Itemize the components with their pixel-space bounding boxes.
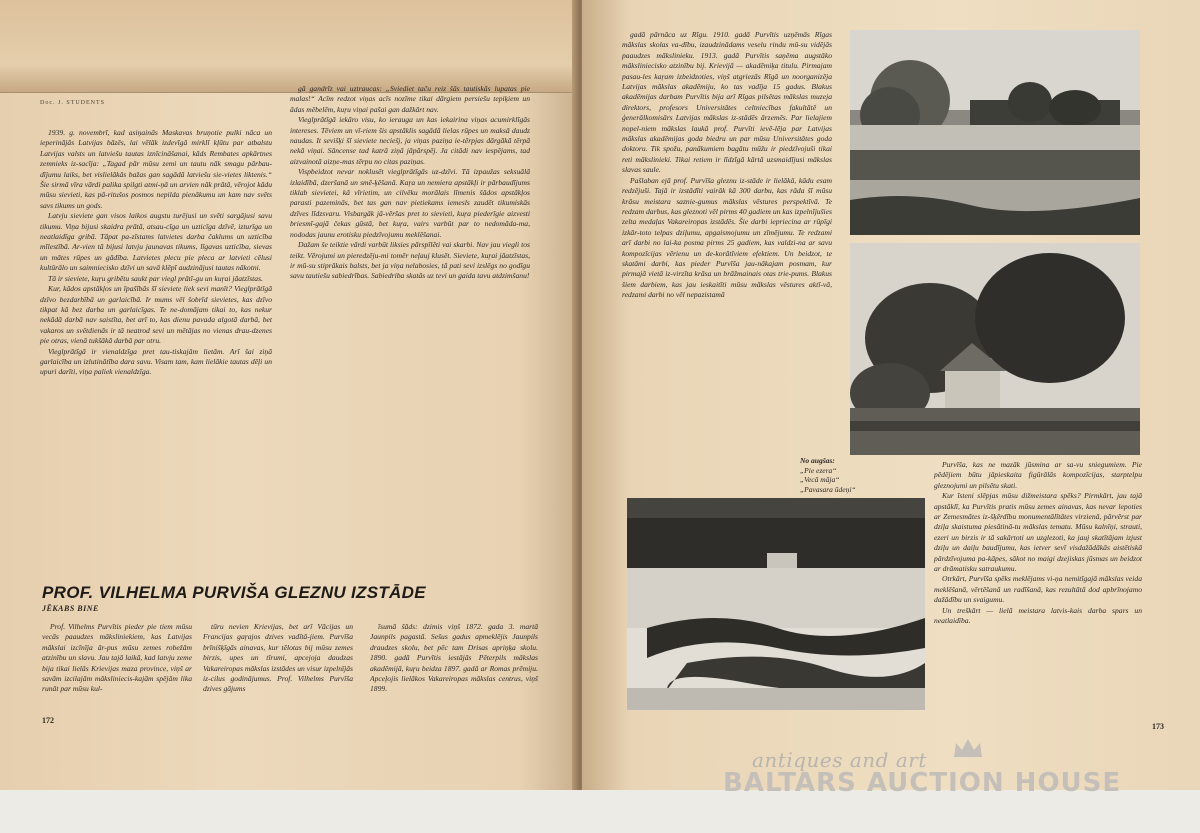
paragraph: gā gandrīz vai uztraucas: „Sviediet taču reiz šās tautiskās lupatas pie malas!“ Acīm redzot viņas acīs nozīme tikai dārgiem persiešu tepiķiem un ādas mēbelēm, kuŗu viņai pašai gan dažkārt nav. [290,84,530,114]
author-top: Doc. J. STUDENTS [40,100,105,106]
caption [800,456,890,494]
caption-item: „Pavasara ūdeņi“ [800,484,856,494]
article-right-column-2 [934,460,1142,710]
painting-veca-maja [850,243,1140,455]
crown-icon [952,737,984,759]
caption-item: „Pie ezera“ [800,465,837,475]
paragraph: Prof. Vilhelms Purvītis pieder pie tiem mūsu vecās paaudzes māksliniekiem, kas Latvijas mākslai izcīnīja ār-pus mūsu zemes robežām atzinību un slavu. Jau tajā laikā, kad latvju zeme bija tikai lielās Krievijas maza province, viņš ar savām izcilajām māksliniecis-kajām spējām lika runāt par mūsu kul- [42,622,192,694]
purvitis-column-2 [203,622,353,712]
caption-lead: No augšas: [800,456,835,465]
watermark-tagline: antiques and art [752,748,927,772]
purvitis-column-3 [370,622,538,712]
paragraph: Un treškārt — lielā meistara latvis-kais darba spars un neatlaidība. [934,605,1142,626]
paragraph: tūru nevien Krievijas, bet arī Vācijas un Francijas gaŗajos dzives vadītā-jiem. Purvīša brīnišķīgās ainavas, kur tēlotas bij mūsu zemes birzis, upes un tīrumi, apcejoja daudzas Vakareiropas mākslas izstādes un visur izpelnījās iz-cilus godinājumus. Prof. Vilhelms Purvīša dzives gājums [203,622,353,694]
right-page [582,0,1200,790]
painting-pavasara-udeni [627,498,925,710]
paragraph: gadā pārnāca uz Rīgu. 1910. gadā Purvītis uzņēmās Rīgas mākslas skolas va-dību, izaudzinādams veselu rindu mū-su vidējās paaudzes mākslinieku. 1913. gadā Purvītis saņēma augstāko mākslinieciskо atzinību bij. Krievijā — akadēmiķa titulu. Pirmajam pasau-les kaŗam izbeidzoties, viņš atgriezās Rīgā un noorganizēja Latvijas mākslas akadēmiju, ko tas vadīja 15 gadus. Blakus akadēmijas darbam Purvītis bija arī Rīgas pilsētas mākslas muzeja direktors, profesors Universitātes celtniecības fakultātē un ģenerālkomisārs Latvijas mākslas iz-stādēs ārzemēs. Par lielajiem nopel-niem mākslas laukā prof. Purvīti ievē-lēja par Latvijas mākslas akadēmijas goda biedru un par mūsu Universitātes goda doktoru. Tik spožu, panākumiem bagātu mūžu ir piedzīvojuši tikai reti mākslinieki. Tikai retiem ir līdzīgā kārtā uzsmaidījusi mākslas slavas saule. [622,30,832,175]
paragraph: Vispbeidzot nevar noklusēt vieglprātīgās uz-dzīvi. Tā izpaužas seksuālā izlaidībā, dzeršanā un smē-ķēšanā. Kaŗa un nemiera apstākļi ir pārbaudījums tiklab sievietei, kā vīrietim, un cilvēku morālais līmenis šādos apstākļos parasti pazeminās, bet tas gan nav pietiekams iemesls zaudēt tikumiskās dzīves līdzsvaru. Visbargāk jā-vēršas pret to sievieti, kuŗa piederīgie aizvesti briesmī-gajā čekas gūstā, bet kuŗa, vairs varbūt par to nedomāda-ma, nododas jaunu erotisku piedzīvojumu meklēšanai. [290,167,530,239]
page-number-right: 173 [1152,722,1164,731]
paragraph: Kur īsteni slēpjas mūsu dižmeistara spēks? Pirmkārt, jau tajā apstāklī, ka Purvītis pratis mūsu zemes ainavas, kas nevar lepoties ar Zemesmātes iz-šķērdību monumentālītātes virzienā, pārvērst par dziļa skaistuma piesātinā-tu mākslas tematu. Mūsu kalnīņi, strauti, ezeri un birzis ir tā sakārtoti un uzglezoti, ka jauj skatītājam izjust dziļu un daiļu baudījumu, kas ietver sevī visdažādākās aistētiskā pārdzīvojuma pa-kāpes, sākot no maigi dzejiskas jūsmas un beidzot ar drāmatisku satraukumu. [934,491,1142,574]
article-column-1 [40,128,272,558]
paragraph: Dažam še teiktie vārdi varbūt liksies pārspīlēti vai skarbi. Nav jau viegli tos teikt. Vērojumi un pieredzēju-mi tomēr neļauj klusēt. Sieviete, kuŗai jāatzīstas, ir mū-su stiprākais balsts, bet ja viņa nelabosies, tā pati sevi izslēgs no godīgu savu tautiešu sabiedrības. Sabiedriba skatās uz tevi un gaida tavu atdzimšanu! [290,240,530,281]
article-author: JĒKABS BINE [42,604,99,613]
paragraph: Otrkārt, Purvīša spēks meklējams vi-ņa nemitīgajā mākslas veida meklēšanā, vērtēšanā un radīšanā, kas rezultātā dod apbrīnojamo dažādību un svaigumu. [934,574,1142,605]
paragraph: Vieglprātīgā iekāro visu, ko ierauga un kas iekairina viņas acumirklīgās intereses. Tēviem un vī-riem šis apstāklis sagādā lielas rūpes un maksā daudz naudas. It sevišķi šī sieviete neciešj, ja viņas paziņa ie-tērpjas dārgākā tērpā nekā viņai. Sāncense tad katrā ziņā jāpārspēj. Ja citādi nav iespējams, tad aizvainotā aizņe-mas tērpu no citas paziņas. [290,115,530,166]
previous-page-strip [0,0,578,93]
paragraph: Pašlaban ejā prof. Purvīša gleznu iz-stāde ir lielākā, kādu esam redzējuši. Tajā ir izstādīti vairāk kā 300 darbu, kas rāda šī mūsu krāsu meistara saznie-gumus mākslas vēstures perspektīvā. Te redzam darbus, kas gleznoti vēl pirms 40 gadiem un kas izpelnījušies zelta medaļas Vakareiropas izstādēs. Šie darbi iepriecina ar rūpīgi izkār-toto telpas dziļumu, apgaismojumu un zīmējumu. Te redzami arī darbi no lai-ka posma pirms 25 gadiem, kas valdzi-na ar savu kompozīcijas vērienu un de-korātīviem efektiem. Un beidzot, te skatāmi darbi, kas pieder Purvīša jau-nākajam posmam, kur pirmajā vietā iz-virzīta krāsa un brāžmainais otas trie-pums. Blakus šiem darbiem, kas jau ieskaitīti mūsu mākslas vēstures aktī-vā, redzami darbi no vēl nepazistamā [622,175,832,300]
article-title: PROF. VILHELMA PURVIŠA GLEZNU IZSTĀDE [42,583,426,602]
left-page [0,0,578,790]
watermark-brand: BALTARS AUCTION HOUSE [723,768,1122,798]
paragraph: 1939. g. novembrī, kad asiņainās Maskavas bruņotie pulki nāca un ieperinājās Latvijas bāzēs, lai vēlāk izdevīgā mirklī kļūtu par atbalstu Latvijas valsts un latviešu tautas iznīcināšanai, kāds Rembates apkārtnes zemnieks iz-sacīja: „Tagad pār mūsu zemi un tautu nāk smagu pārbau-dījumu laiks, bet vislielākās bažas gan sagādā latviešu sie-vietes liktenis.“ Šie sirmā vīra vārdi palika spilgti atmi-ņā un arvien nāk prātā, vērojot kādu mūsu sievieti, kas pā-ritušos posmos nepilda pienākumu un kam nav svēts savs tikums un gods. [40,128,272,210]
article-right-column [622,30,832,480]
paragraph: Tā ir sieviete, kuŗu gribētu saukt par viegl prātī-gu un kuŗai jāatzīstas. [48,273,263,283]
caption-item: „Vecā māja“ [800,475,840,484]
paragraph: Latvju sieviete gan visos laikos augstu turējusi un svēti sargājusi savu tikumu. Viņa bijusi skaidra prātā, atsau-cīga un uzticīga dzīvē, izturīga un neatlaidīga gribā. Tāpat pa-zīstams latvietes darba čaklums un uzticība mīlestībā. Ar-vien tā bijusi latvju jaunavas tikums, līgavas uzticība, sievas un mātes rūpes un gādība. Latvietes plecu pie pleca ar latvieti cēlusi kultūrālo un saimniecisko dzīvi un savā klēpī audzinājusi tautas nākotni. [40,211,272,273]
purvitis-column-1 [42,622,192,712]
paragraph: Kur, kādos apstākļos un īpašībās šī sieviete liek sevi manīt? Vieglprātīgā dzīvo bezdarbībā un garlaicībā. Ir mums vēl šobrīd sievietes, kas dzīvo tikpat kā bez darba un garlaicīgas. Te ne-domājam tikai to, kas nekur nekādā darbā nav saistīta, bet arī to, kas dienu pavada algotā darbā, bet vakaros un svētdienās ir tā neatrod sevi un mētājas no vienas drau-dzenes pie otras, vienā tukšākā darbā par otru. [40,284,272,346]
page-number-left: 172 [42,716,54,725]
painting-pie-ezera [850,30,1140,235]
article-column-2 [290,84,530,562]
paragraph: īsumā šāds: dzimis viņš 1872. gada 3. martā Jaunpils pagastā. Sešus gadus apmeklējis Jaunpils draudzes skolu, bet pēc tam Drisas apriņķa skolu. 1890. gadā Purvītis iestājās Pēterpils mākslas akadēmijā, kuŗu beidza 1897. gadā ar Romas prēmiju. Apceļojis lielākos Vakareiropas mākslas centrus, viņš 1899. [370,622,538,694]
paragraph: Purvīša, kas ne mazāk jūsmina ar sa-vu sniegumiem. Pie pēdējiem būtu jāpieskaita figūrālās kompozīcijas, starptelpu gleznojumi un pilsētu skati. [934,460,1142,490]
paragraph: Vieglprātīgā ir vienaldzīga pret tau-tiskajām lietām. Arī šai ziņā garlaicība un izlutinātība dara savu. Visam tam, kam lielākie tautas dēļi un upuri darīti, viņa paliek vienaldzīga. [40,346,272,377]
